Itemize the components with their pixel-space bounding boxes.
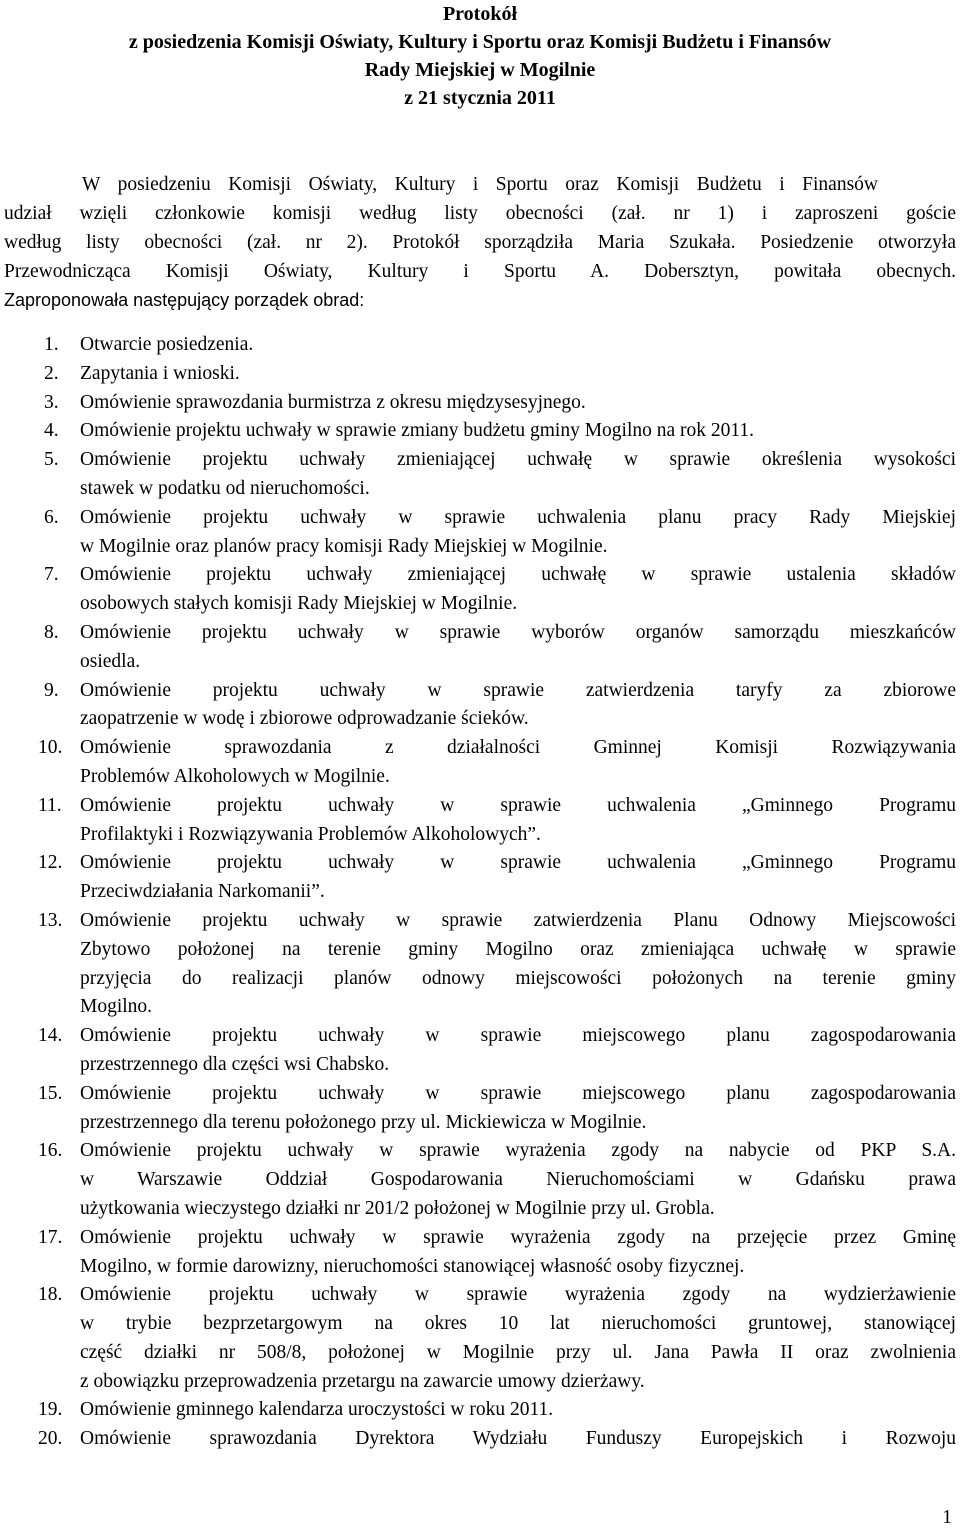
agenda-item bbox=[0, 561, 956, 619]
agenda-item-number: 7. bbox=[44, 564, 59, 586]
agenda-item-text bbox=[80, 849, 956, 907]
agenda-item-text bbox=[80, 1080, 956, 1138]
title-line-1: Protokół bbox=[442, 3, 518, 25]
agenda-item-line: przestrzennego dla terenu położonego przy ul. Mickiewicza w Mogilnie. bbox=[80, 1111, 647, 1133]
agenda-item bbox=[0, 360, 956, 389]
agenda-item bbox=[0, 1137, 956, 1223]
agenda-item-line: osobowych stałych komisji Rady Miejskiej w Mogilnie. bbox=[80, 593, 518, 615]
agenda-item-line: Omówienie projektu uchwały w sprawie uchwalenia „Gminnego Programu bbox=[80, 794, 956, 816]
agenda-item-text bbox=[80, 1281, 956, 1396]
agenda-item-line: Omówienie projektu uchwały w sprawie zmiany budżetu gminy Mogilno na rok 2011. bbox=[80, 420, 755, 442]
agenda-item-number: 5. bbox=[44, 449, 59, 471]
agenda-item-text bbox=[80, 504, 956, 562]
agenda-item-text bbox=[80, 1224, 956, 1282]
agenda-item-line: Omówienie projektu uchwały w sprawie uchwalenia „Gminnego Programu bbox=[80, 852, 956, 874]
agenda-item-line: stawek w podatku od nieruchomości. bbox=[80, 477, 370, 499]
intro-paragraph bbox=[4, 170, 956, 315]
title-line-3: Rady Miejskiej w Mogilnie bbox=[364, 59, 596, 81]
agenda-item bbox=[0, 677, 956, 735]
agenda-item-text bbox=[80, 331, 956, 360]
agenda-item-number: 8. bbox=[44, 621, 59, 643]
intro-line-5: Zaproponowała następujący porządek obrad: bbox=[4, 290, 365, 310]
agenda-item bbox=[0, 907, 956, 1022]
agenda-item-number: 12. bbox=[38, 852, 63, 874]
agenda-item-line: Zapytania i wnioski. bbox=[80, 362, 240, 384]
agenda-item-text bbox=[80, 446, 956, 504]
agenda-item-line: z obowiązku przeprowadzenia przetargu na zawarcie umowy dzierżawy. bbox=[80, 1370, 645, 1392]
agenda-item bbox=[0, 504, 956, 562]
agenda-item-line: Omówienie projektu uchwały w sprawie wyrażenia zgody na przejęcie przez Gminę bbox=[80, 1226, 956, 1248]
agenda-list bbox=[0, 331, 956, 1454]
agenda-item-line: Omówienie projektu uchwały w sprawie zatwierdzenia Planu Odnowy Miejscowości bbox=[80, 909, 956, 931]
agenda-item-line: użytkowania wieczystego działki nr 201/2 położonej w Mogilnie przy ul. Grobla. bbox=[80, 1197, 715, 1219]
agenda-item-text bbox=[80, 1425, 956, 1454]
agenda-item bbox=[0, 1425, 956, 1454]
agenda-item-number: 20. bbox=[38, 1428, 63, 1450]
agenda-item-number: 19. bbox=[38, 1399, 63, 1421]
agenda-item-text bbox=[80, 792, 956, 850]
agenda-item-text bbox=[80, 389, 956, 418]
agenda-item bbox=[0, 734, 956, 792]
agenda-item-line: Omówienie projektu uchwały w sprawie miejscowego planu zagospodarowania bbox=[80, 1025, 956, 1047]
agenda-item-number: 2. bbox=[44, 362, 59, 384]
agenda-item-number: 16. bbox=[38, 1140, 63, 1162]
agenda-item-number: 18. bbox=[38, 1284, 63, 1306]
agenda-item-line: w Warszawie Oddział Gospodarowania Nieruchomościami w Gdańsku prawa bbox=[80, 1169, 956, 1191]
agenda-item-number: 6. bbox=[44, 506, 59, 528]
agenda-item-number: 15. bbox=[38, 1082, 63, 1104]
agenda-item-number: 3. bbox=[44, 391, 59, 413]
intro-line-1: W posiedzeniu Komisji Oświaty, Kultury i Sportu oraz Komisji Budżetu i Finansów bbox=[82, 174, 878, 195]
title-line-4: z 21 stycznia 2011 bbox=[404, 87, 556, 109]
agenda-item bbox=[0, 1224, 956, 1282]
agenda-item-line: zaopatrzenie w wodę i zbiorowe odprowadzanie ścieków. bbox=[80, 708, 529, 730]
agenda-item bbox=[0, 849, 956, 907]
agenda-item-number: 4. bbox=[44, 420, 59, 442]
agenda-item-number: 9. bbox=[44, 679, 59, 701]
agenda-item bbox=[0, 446, 956, 504]
agenda-item-line: Omówienie projektu uchwały w sprawie wyborów organów samorządu mieszkańców bbox=[80, 621, 956, 643]
title-line-2: z posiedzenia Komisji Oświaty, Kultury i Sportu oraz Komisji Budżetu i Finansów bbox=[128, 31, 832, 53]
agenda-item-number: 1. bbox=[44, 334, 59, 355]
agenda-item-line: Omówienie gminnego kalendarza uroczystości w roku 2011. bbox=[80, 1399, 554, 1421]
agenda-item-line: Przeciwdziałania Narkomanii”. bbox=[80, 881, 325, 903]
agenda-item-text bbox=[80, 1137, 956, 1223]
agenda-item-line: osiedla. bbox=[80, 650, 141, 672]
agenda-item-line: w Mogilnie oraz planów pracy komisji Rady Miejskiej w Mogilnie. bbox=[80, 535, 608, 557]
agenda-item-line: Omówienie projektu uchwały zmieniającej uchwałę w sprawie określenia wysokości bbox=[80, 449, 956, 471]
agenda-item bbox=[0, 389, 956, 418]
agenda-item-line: przyjęcia do realizacji planów odnowy miejscowości położonych na terenie gminy bbox=[80, 967, 956, 989]
agenda-item-number: 11. bbox=[38, 794, 62, 816]
agenda-item bbox=[0, 1022, 956, 1080]
agenda-item-line: Mogilno, w formie darowizny, nieruchomości stanowiącej własność osoby fizycznej. bbox=[80, 1255, 745, 1277]
agenda-item-text bbox=[80, 677, 956, 735]
agenda-item-line: Omówienie projektu uchwały w sprawie uchwalenia planu pracy Rady Miejskiej bbox=[80, 506, 956, 528]
agenda-item-line: Omówienie sprawozdania burmistrza z okresu międzysesyjnego. bbox=[80, 391, 586, 413]
agenda-item-line: Omówienie projektu uchwały w sprawie wyrażenia zgody na nabycie od PKP S.A. bbox=[80, 1140, 956, 1162]
agenda-item-line: Problemów Alkoholowych w Mogilnie. bbox=[80, 765, 390, 787]
agenda-item-text bbox=[80, 734, 956, 792]
agenda-item-text bbox=[80, 417, 956, 446]
agenda-item bbox=[0, 417, 956, 446]
agenda-item-text bbox=[80, 561, 956, 619]
agenda-item-line: część działki nr 508/8, położonej w Mogilnie przy ul. Jana Pawła II oraz zwolnienia bbox=[80, 1341, 956, 1363]
page-number: 1 bbox=[942, 1507, 952, 1528]
agenda-item bbox=[0, 619, 956, 677]
agenda-item-line: Omówienie projektu uchwały w sprawie wyrażenia zgody na wydzierżawienie bbox=[80, 1284, 956, 1306]
agenda-item-line: przestrzennego dla części wsi Chabsko. bbox=[80, 1053, 390, 1075]
agenda-item bbox=[0, 792, 956, 850]
intro-line-3: według listy obecności (zał. nr 2). Protokół sporządziła Maria Szukała. Posiedzenie otworzyła bbox=[4, 232, 956, 253]
agenda-item-text bbox=[80, 360, 956, 389]
agenda-item-line: Otwarcie posiedzenia. bbox=[80, 334, 254, 355]
agenda-item bbox=[0, 1281, 956, 1396]
agenda-item-line: Mogilno. bbox=[80, 996, 153, 1018]
agenda-item-line: Zbytowo położonej na terenie gminy Mogilno oraz zmieniająca uchwałę w sprawie bbox=[80, 938, 956, 960]
agenda-item-number: 13. bbox=[38, 909, 63, 931]
agenda-item-line: Omówienie projektu uchwały zmieniającej uchwałę w sprawie ustalenia składów bbox=[80, 564, 956, 586]
intro-line-2: udział wzięli członkowie komisji według listy obecności (zał. nr 1) i zaproszeni goście bbox=[4, 203, 956, 224]
document-title bbox=[0, 0, 960, 112]
agenda-item-number: 17. bbox=[38, 1226, 63, 1248]
intro-line-4: Przewodnicząca Komisji Oświaty, Kultury i Sportu A. Dobersztyn, powitała obecnych. bbox=[4, 261, 956, 282]
agenda-item-line: Profilaktyki i Rozwiązywania Problemów Alkoholowych”. bbox=[80, 823, 541, 845]
agenda-item-line: Omówienie sprawozdania z działalności Gminnej Komisji Rozwiązywania bbox=[80, 737, 956, 759]
agenda-item bbox=[0, 1080, 956, 1138]
agenda-item-text bbox=[80, 907, 956, 1022]
agenda-item-text bbox=[80, 1022, 956, 1080]
agenda-item-text bbox=[80, 1396, 956, 1425]
agenda-item-text bbox=[80, 619, 956, 677]
agenda-item-line: Omówienie projektu uchwały w sprawie miejscowego planu zagospodarowania bbox=[80, 1082, 956, 1104]
agenda-item-line: Omówienie projektu uchwały w sprawie zatwierdzenia taryfy za zbiorowe bbox=[80, 679, 956, 701]
agenda-item-number: 10. bbox=[38, 737, 63, 759]
agenda-item bbox=[0, 1396, 956, 1425]
agenda-item-line: w trybie bezprzetargowym na okres 10 lat nieruchomości gruntowej, stanowiącej bbox=[80, 1313, 956, 1335]
agenda-item bbox=[0, 331, 956, 360]
agenda-item-number: 14. bbox=[38, 1025, 63, 1047]
agenda-item-line: Omówienie sprawozdania Dyrektora Wydziału Funduszy Europejskich i Rozwoju bbox=[80, 1428, 956, 1450]
